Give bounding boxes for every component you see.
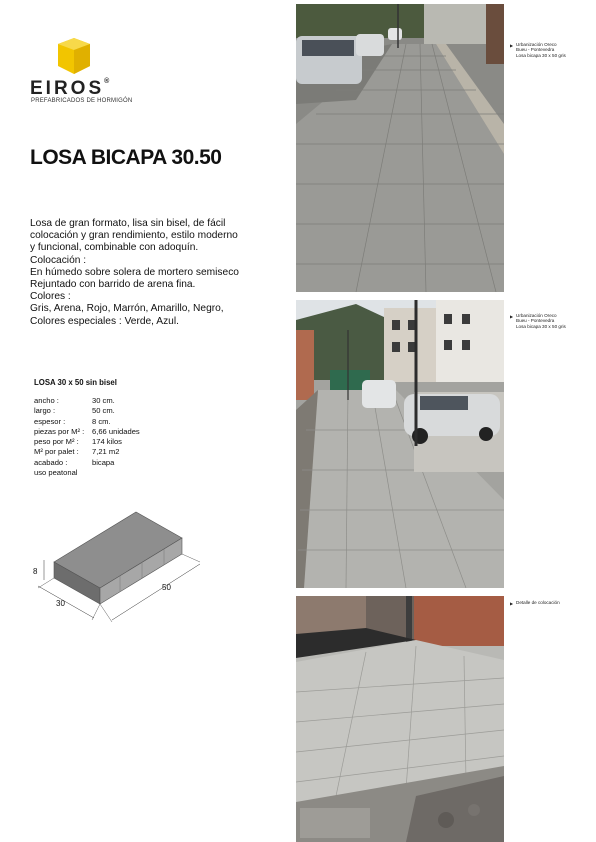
dimension-width: 30 xyxy=(56,599,65,608)
description-line: Rejuntado con barrido de arena fina. xyxy=(30,279,196,291)
spec-row: espesor : 8 cm. xyxy=(34,416,111,426)
product-description xyxy=(30,218,290,328)
spec-row: acabado : bicapa xyxy=(34,457,115,467)
page-title: LOSA BICAPA 30.50 xyxy=(30,146,222,169)
description-line: Colores : xyxy=(30,291,71,303)
photo-walkway-cars xyxy=(296,4,504,292)
photo-street-buildings xyxy=(296,300,504,588)
photo2-caption: ▶ Urbanización Oreco Bueu - Pontevedra Losa bicapa 30 x 50 gris xyxy=(510,313,566,329)
bullet-arrow-icon: ▶ xyxy=(510,43,514,48)
photo3-caption: ▶ Detalle de colocación xyxy=(510,600,560,606)
spec-row: ancho : 30 cm. xyxy=(34,396,115,405)
description-line: Colocación : xyxy=(30,254,87,266)
specs-title: LOSA 30 x 50 sin bisel xyxy=(34,378,117,387)
photo-laying-detail xyxy=(296,596,504,842)
bullet-arrow-icon: ▶ xyxy=(510,601,514,606)
spec-row: peso por M² : 174 kilos xyxy=(34,437,122,447)
eiros-logo-icon xyxy=(56,36,92,76)
description-line: En húmedo sobre solera de mortero semiseco xyxy=(30,266,239,278)
brand-tagline: PREFABRICADOS DE HORMIGÓN xyxy=(31,98,133,104)
description-line: y funcional, combinable con adoquín. xyxy=(30,242,199,254)
photo1-caption: ▶ Urbanización Oreco Bueu - Pontevedra Losa bicapa 30 x 50 gris xyxy=(510,42,566,58)
spec-row: largo : 50 cm. xyxy=(34,406,115,416)
dimension-height: 8 xyxy=(33,567,38,576)
paver-dimension-drawing xyxy=(24,504,210,630)
spec-row: piezas por M² : 6,66 unidades xyxy=(34,426,140,436)
spec-row: M² por palet : 7,21 m2 xyxy=(34,447,120,457)
description-line: Gris, Arena, Rojo, Marrón, Amarillo, Negro, xyxy=(30,303,224,315)
bullet-arrow-icon: ▶ xyxy=(510,314,514,319)
specs-table xyxy=(34,396,140,478)
description-line: Colores especiales : Verde, Azul. xyxy=(30,315,179,327)
dimension-length: 50 xyxy=(162,583,171,592)
description-line: colocación y gran rendimiento, estilo moderno xyxy=(30,230,238,242)
spec-row: uso peatonal xyxy=(34,468,78,478)
brand-name: EIROS® xyxy=(30,78,110,99)
description-line: Losa de gran formato, lisa sin bisel, de fácil xyxy=(30,218,226,229)
